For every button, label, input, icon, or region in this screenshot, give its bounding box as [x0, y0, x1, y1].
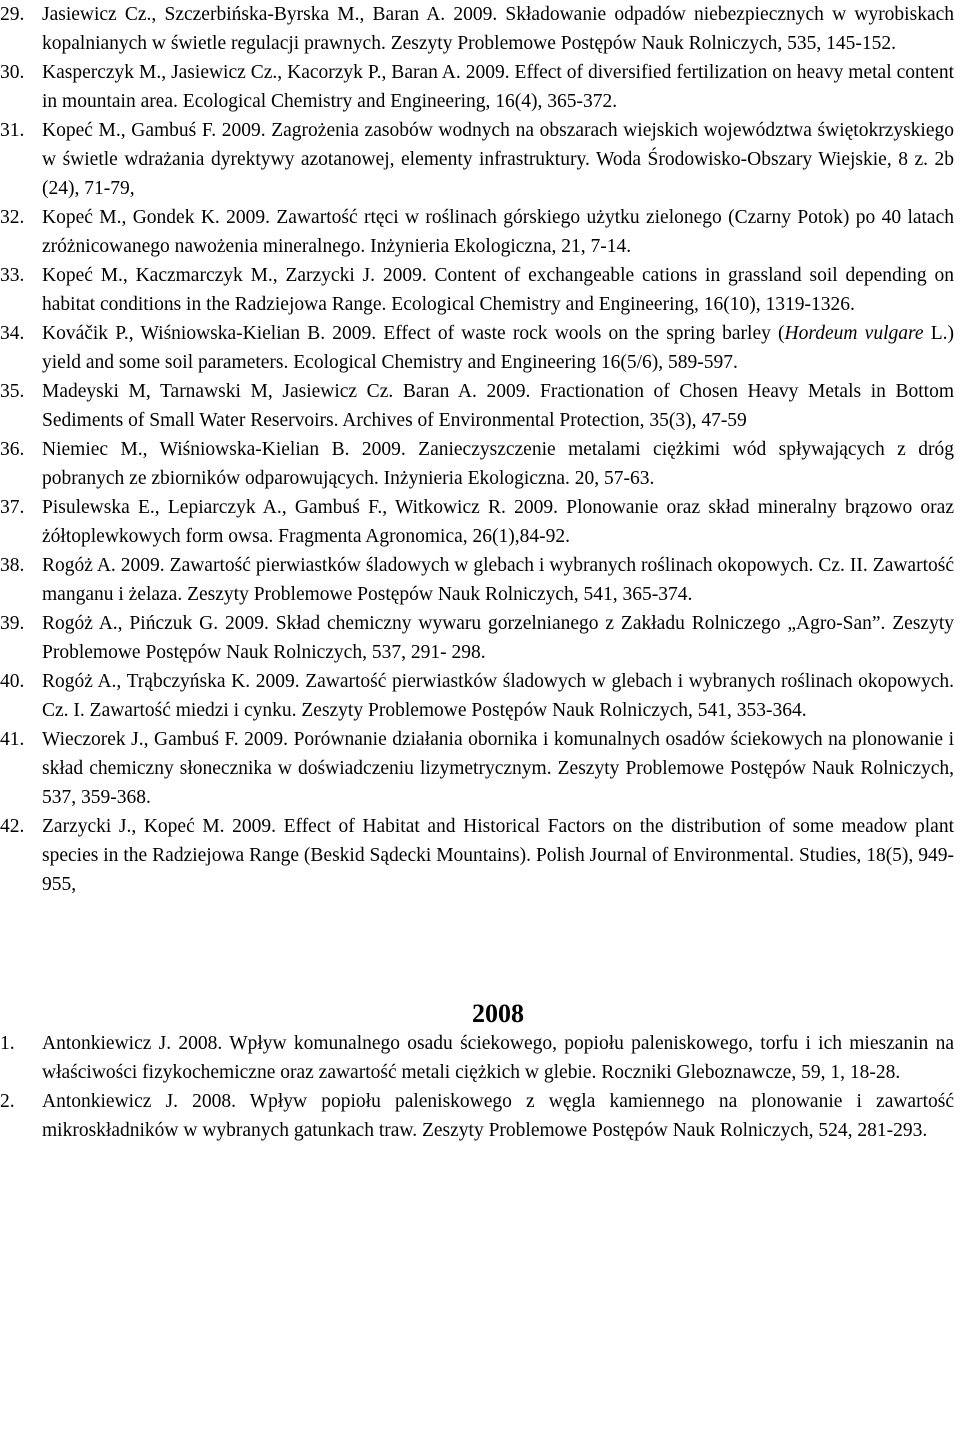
- reference-number: 34.: [0, 323, 25, 344]
- reference-number: 1.: [0, 1033, 15, 1054]
- species-name: Hordeum vulgare: [784, 323, 924, 344]
- reference-text: Zarzycki J., Kopeć M. 2009. Effect of Habitat and Historical Factors on the distribution of some meadow plant species in the Radziejowa Range (Beskid Sądecki Mountains). Polish Journal of Environmental. Studies, 18(5), 949-955,: [42, 816, 954, 895]
- reference-number: 31.: [0, 120, 25, 141]
- reference-number: 39.: [0, 613, 25, 634]
- reference-text: Kopeć M., Gambuś F. 2009. Zagrożenia zasobów wodnych na obszarach wiejskich województwa świętokrzyskiego w świetle wdrażania dyrektywy azotanowej, elementy infrastruktury. Woda Środowisko-Obszary Wiejskie, 8 z. 2b (24), 71-79,: [42, 120, 954, 199]
- reference-item: [0, 377, 954, 435]
- reference-text-end: L.) yield and some soil parameters. Ecological Chemistry and Engineering 16(5/6), 589-597.: [42, 323, 955, 373]
- reference-item: [0, 812, 954, 899]
- reference-text-start: Kováčik P., Wiśniowska-Kielian B. 2009. Effect of waste rock wools on the spring barley (: [42, 323, 785, 344]
- reference-text: Antonkiewicz J. 2008. Wpływ popiołu paleniskowego z węgla kamiennego na plonowanie i zawartość mikroskładników w wybranych gatunkach traw. Zeszyty Problemowe Postępów Nauk Rolniczych, 524, 281-293.: [42, 1091, 954, 1141]
- reference-number: 36.: [0, 439, 25, 460]
- reference-text: Pisulewska E., Lepiarczyk A., Gambuś F., Witkowicz R. 2009. Plonowanie oraz skład mineralny brązowo oraz żółtoplewkowych form owsa. Fragmenta Agronomica, 26(1),84-92.: [42, 497, 954, 547]
- reference-number: 2.: [0, 1091, 15, 1112]
- reference-item: [0, 1029, 954, 1087]
- reference-item: [0, 493, 954, 551]
- reference-number: 33.: [0, 265, 25, 286]
- reference-list-2008: [0, 1029, 954, 1145]
- reference-number: 38.: [0, 555, 25, 576]
- reference-item: [0, 116, 954, 203]
- reference-number: 40.: [0, 671, 25, 692]
- reference-number: 35.: [0, 381, 25, 402]
- reference-item: [0, 203, 954, 261]
- reference-number: 41.: [0, 729, 25, 750]
- reference-item: [0, 435, 954, 493]
- reference-item: [0, 0, 954, 58]
- reference-text: Rogóż A., Pińczuk G. 2009. Skład chemiczny wywaru gorzelnianego z Zakładu Rolniczego „Agro-San”. Zeszyty Problemowe Postępów Nauk Rolniczych, 537, 291- 298.: [42, 613, 954, 663]
- reference-text: Kasperczyk M., Jasiewicz Cz., Kacorzyk P., Baran A. 2009. Effect of diversified fertilization on heavy metal content in mountain area. Ecological Chemistry and Engineering, 16(4), 365-372.: [42, 62, 954, 112]
- reference-text: Wieczorek J., Gambuś F. 2009. Porównanie działania obornika i komunalnych osadów ściekowych na plonowanie i skład chemiczny słonecznika w doświadczeniu lizymetrycznym. Zeszyty Problemowe Postępów Nauk Rolniczych, 537, 359-368.: [42, 729, 954, 808]
- reference-number: 32.: [0, 207, 25, 228]
- reference-item: [0, 1087, 954, 1145]
- year-heading: 2008: [472, 999, 524, 1028]
- reference-text: Rogóż A. 2009. Zawartość pierwiastków śladowych w glebach i wybranych roślinach okopowych. Cz. II. Zawartość manganu i żelaza. Zeszyty Problemowe Postępów Nauk Rolniczych, 541, 365-374.: [42, 555, 954, 605]
- reference-item: [0, 667, 954, 725]
- reference-text: Jasiewicz Cz., Szczerbińska-Byrska M., Baran A. 2009. Składowanie odpadów niebezpiecznych w wyrobiskach kopalnianych w świetle regulacji prawnych. Zeszyty Problemowe Postępów Nauk Rolniczych, 535, 145-152.: [42, 4, 954, 54]
- reference-item: [0, 609, 954, 667]
- reference-text: Antonkiewicz J. 2008. Wpływ komunalnego osadu ściekowego, popiołu paleniskowego, torfu i ich mieszanin na właściwości fizykochemiczne oraz zawartość metali ciężkich w glebie. Roczniki Gleboznawcze, 59, 1, 18-28.: [42, 1033, 954, 1083]
- reference-text: Rogóż A., Trąbczyńska K. 2009. Zawartość pierwiastków śladowych w glebach i wybranych roślinach okopowych. Cz. I. Zawartość miedzi i cynku. Zeszyty Problemowe Postępów Nauk Rolniczych, 541, 353-364.: [42, 671, 954, 721]
- reference-text: Kopeć M., Gondek K. 2009. Zawartość rtęci w roślinach górskiego użytku zielonego (Czarny Potok) po 40 latach zróżnicowanego nawożenia mineralnego. Inżynieria Ekologiczna, 21, 7-14.: [42, 207, 954, 257]
- reference-text: Madeyski M, Tarnawski M, Jasiewicz Cz. Baran A. 2009. Fractionation of Chosen Heavy Metals in Bottom Sediments of Small Water Reservoirs. Archives of Environmental Protection, 35(3), 47-59: [42, 381, 954, 431]
- reference-number: 30.: [0, 62, 25, 83]
- reference-item: [0, 58, 954, 116]
- reference-number: 42.: [0, 816, 25, 837]
- reference-text: Kopeć M., Kaczmarczyk M., Zarzycki J. 2009. Content of exchangeable cations in grassland soil depending on habitat conditions in the Radziejowa Range. Ecological Chemistry and Engineering, 16(10), 1319-1326.: [42, 265, 954, 315]
- reference-item: [0, 551, 954, 609]
- reference-text: Niemiec M., Wiśniowska-Kielian B. 2009. Zanieczyszczenie metalami ciężkimi wód spływających z dróg pobranych ze zbiorników odparowujących. Inżynieria Ekologiczna. 20, 57-63.: [42, 439, 954, 489]
- reference-number: 37.: [0, 497, 25, 518]
- reference-item: [0, 725, 954, 812]
- reference-item: [0, 319, 954, 377]
- reference-number: 29.: [0, 4, 25, 25]
- reference-item: [0, 261, 954, 319]
